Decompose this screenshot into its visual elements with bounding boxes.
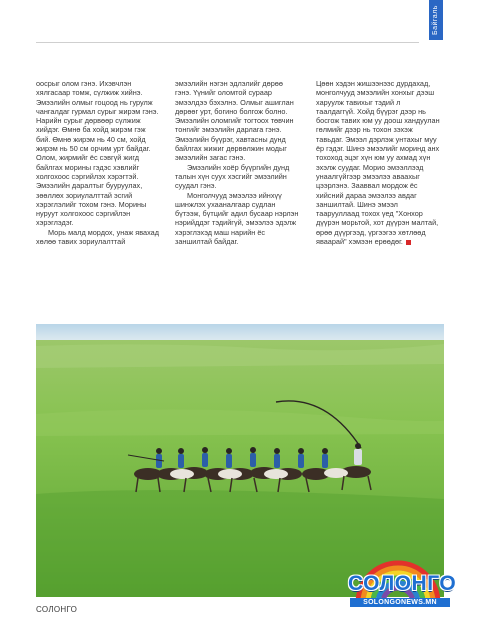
paragraph: эмээлийн нэгэн эдлэлийг дөрөө гэнэ. Үүнийг оломтой сураар эмээлдээ бэхэлнэ. Олмыг ашиглан дөрөөг урт, богино болгож болно. Эмээлийн оломгийг тогтоох төвчин тонгийг эмээлийн дарлага гэнэ. Эмээлийн бүүрэг, хавтасны дунд байлгах жижиг дөрвөлжин модыг эмээлийн загас гэнэ. bbox=[175, 79, 294, 163]
paragraph: оосрыг олом гэнэ. Ихэвчлэн хялгасаар томж, сүлжиж хийнэ. Эмээлийн олмыг гоцоод нь гурулж чангалдаг гурмал сурыг жирэм гэнэ. Нарийн сурыг дөрвөөр сүлжиж хийдэг. Өмнө ба хойд жирэм гэж бий. Өмнө жирэм нь 40 см, хойд жирэм нь 50 см орчим урт байдаг. Олом, жирмийг ёс сэвгүй жигд байлгах морины гэдэс хэвлийг холгохоос сэргийлэх хэрэгтэй. Эмээлийн даралтыг бууруулах, зөөллөх зориулалттай эсгий хэрэглэлийг тохом гэнэ. Морины нуруут холгохоос сэргийлэн хэрэглэдэг. bbox=[36, 79, 159, 228]
paragraph bbox=[316, 79, 441, 246]
footer-publication-name: СОЛОНГО bbox=[36, 605, 78, 614]
paragraph-text: Цөөн хэдэн жишээнээс дурдахад, монголчууд эмээлийн хонхыг дээш харуулж тавихыг тэдий л таалдаггүй. Хойд бүүрэг дээр нь босгож тавих юм уу доош хандуулан гөлмийг дээр нь тохон зэхэж тавьдаг. Эмээл дэрлэж унтахыг муу ёр гэдэг. Шинэ эмээлийг моринд анх тохоход эцэг хүн юм уу ахмад хүн эхэлж суудаг. Морио эмээллээд унаалгүйгээр эмээлээ аваахыг цээрлэнэ. Зааввал мордож ёс хийсний дараа эмээлээ авдаг заншилтай. Шинэ эмээл таарууллаад тохох үед "Хонхор дүүрэн морьтой, хот дүүрэн малтай, өрөө дүүргээд, үргээгээ хөтлөөд яваарай" хэмээн ерөөдөг. bbox=[316, 79, 440, 247]
article-column-1 bbox=[36, 79, 161, 246]
section-tab: Байгаль bbox=[429, 0, 443, 40]
paragraph: Монголчууд эмээлээ ийнхүү шинжлэх ухааналгаар судлан бүтээж, бүтцийг адил бусаар нэрлэн нэрийддэг тэдийгүй, эмээлээ эдэлж хэрэглэхэд маш нарийн ёс заншилтай байдаг. bbox=[175, 190, 299, 247]
logo-url: SOLONGONEWS.MN bbox=[350, 598, 450, 607]
header-divider bbox=[36, 42, 419, 43]
paragraph: Морь малд мордох, унаж явахад хөлөө тавих зориулалттай bbox=[36, 227, 159, 247]
end-of-article-mark bbox=[406, 240, 411, 245]
article-column-2 bbox=[175, 79, 300, 246]
paragraph: Эмээлийн хоёр бүүргийн дунд талын хүн суух хэсгийг эмээлийн суудал гэнэ. bbox=[175, 162, 290, 191]
logo-wordmark: СОЛОНГО bbox=[348, 572, 457, 595]
article-column-3 bbox=[316, 79, 441, 246]
